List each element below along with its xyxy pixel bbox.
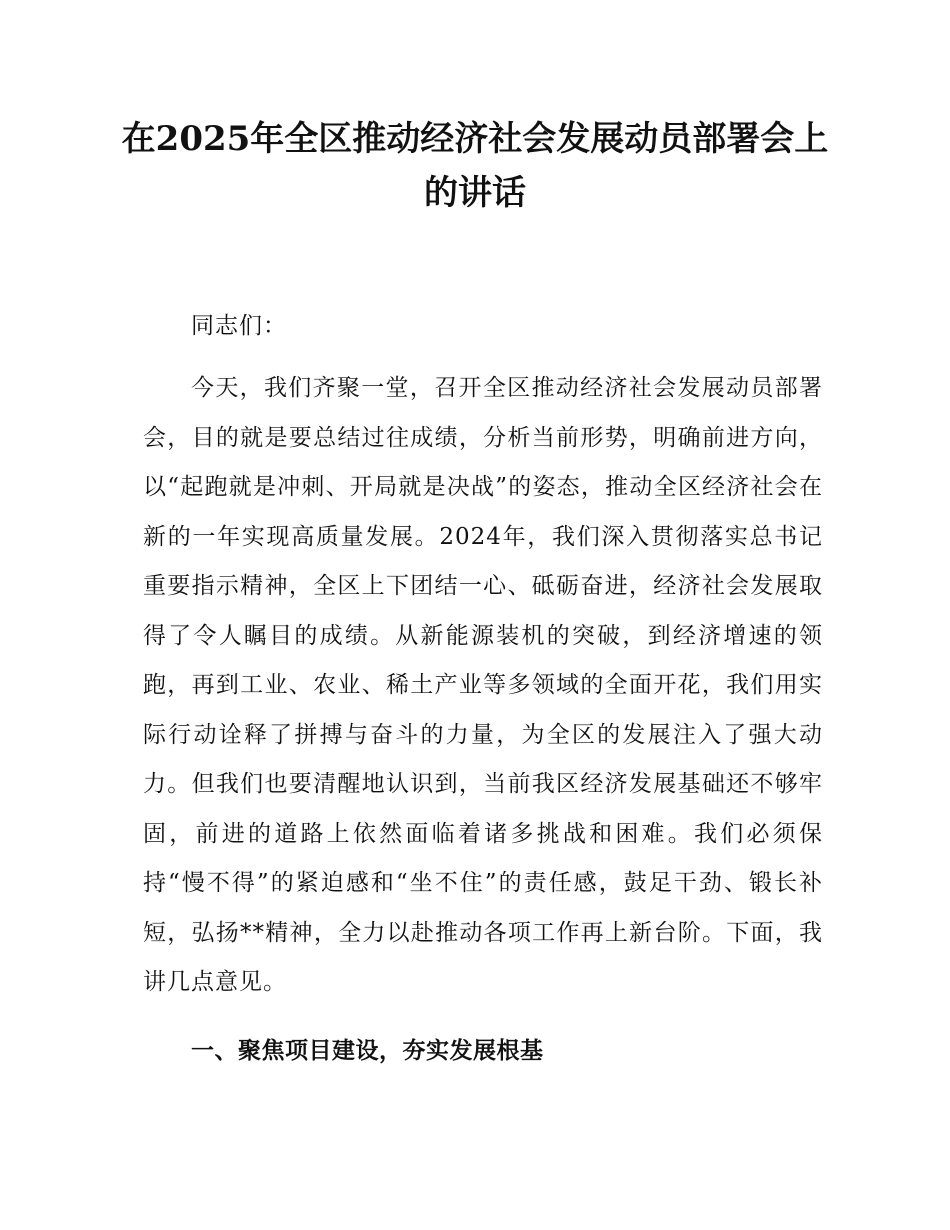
document-title: 在2025年全区推动经济社会发展动员部署会上的讲话 [121,119,829,213]
section-heading: 一、聚焦项目建设，夯实发展根基 [191,1038,544,1064]
greeting: 同志们： [191,313,287,339]
body-paragraph: 今天，我们齐聚一堂，召开全区推动经济社会发展动员部署会，目的就是要总结过往成绩，分析当前形势，明确前进方向，以“起跑就是冲刺、开局就是决战”的姿态，推动全区经济社会在新的一年实现高质量发展。2024年，我们深入贯彻落实总书记重要指示精神，全区上下团结一心、砥砺奋进，经济社会发展取得了令人瞩目的成绩。从新能源装机的突破，到经济增速的领跑，再到工业、农业、稀土产业等多领域的全面开花，我们用实际行动诠释了拼搏与奋斗的力量，为全区的发展注入了强大动力。但我们也要清醒地认识到，当前我区经济发展基础还不够牢固，前进的道路上依然面临着诸多挑战和困难。我们必须保持“慢不得”的紧迫感和“坐不住”的责任感，鼓足干劲、锻长补短，弘扬**精神，全力以赴推动各项工作再上新台阶。下面，我讲几点意见。 [143,375,823,995]
